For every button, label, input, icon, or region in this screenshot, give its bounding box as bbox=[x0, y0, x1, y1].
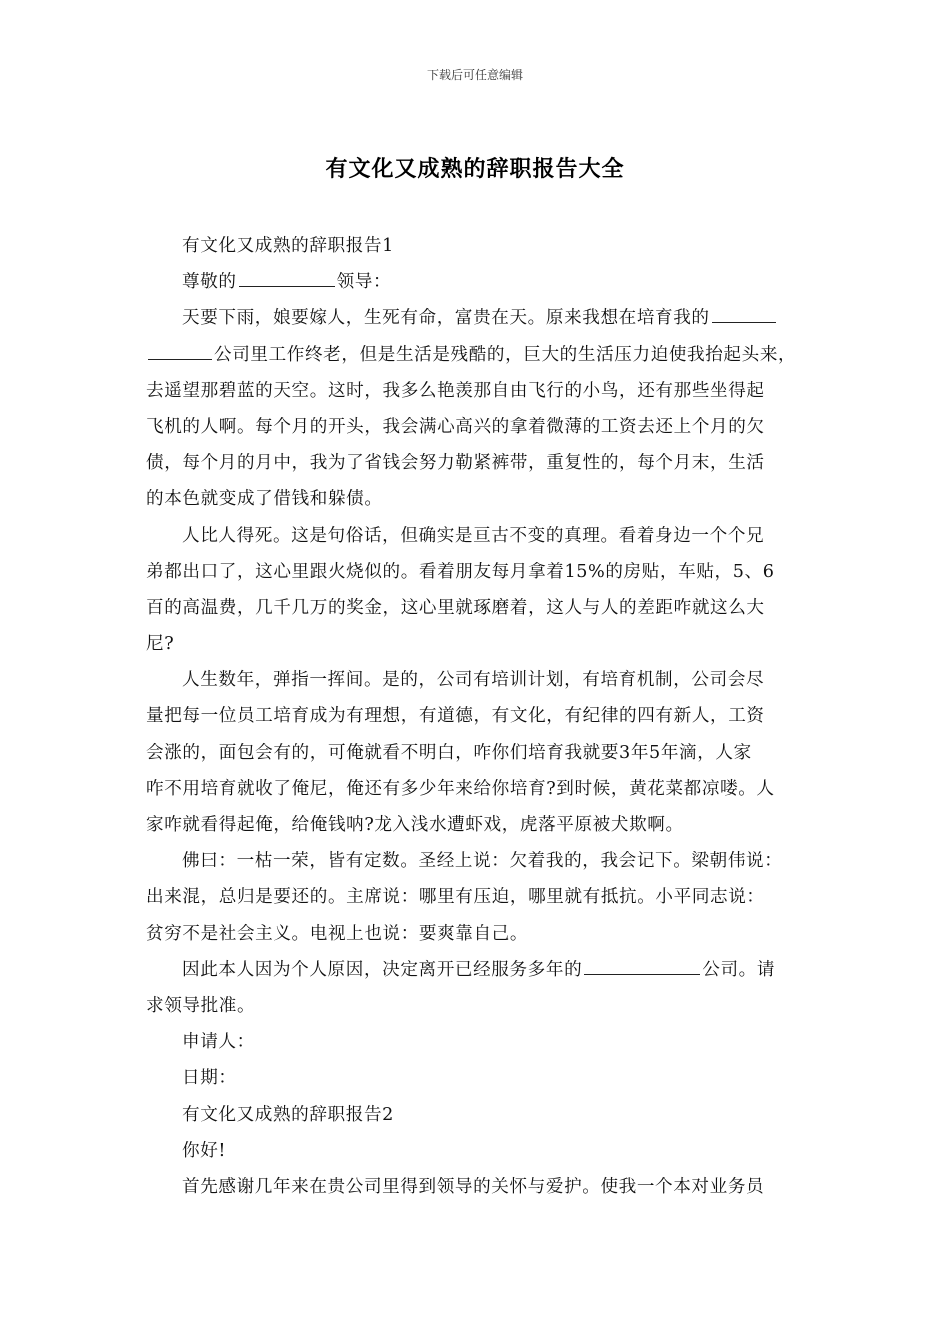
paragraph-line bbox=[146, 300, 814, 336]
paragraph-line: 人比人得死。这是句俗话，但确实是亘古不变的真理。看着身边一个个兄 bbox=[182, 525, 765, 546]
paragraph-line: 首先感谢几年来在贵公司里得到领导的关怀与爱护。使我一个本对业务员 bbox=[182, 1176, 765, 1197]
paragraph-line: 佛曰：一枯一荣，皆有定数。圣经上说：欠着我的，我会记下。梁朝伟说： bbox=[182, 851, 783, 872]
document-title: 有文化又成熟的辞职报告大全 bbox=[325, 156, 625, 182]
paragraph-text: 天要下雨，娘要嫁人，生死有命，富贵在天。原来我想在培育我的 bbox=[182, 308, 710, 329]
paragraph-line: 去遥望那碧蓝的天空。这时，我多么艳羡那自由飞行的小鸟，还有那些坐得起 bbox=[146, 380, 765, 401]
blank-field-company-name bbox=[584, 954, 700, 975]
greeting-line: 你好! bbox=[182, 1140, 227, 1161]
header-note: 下载后可任意编辑 bbox=[426, 68, 523, 82]
paragraph-line: 尼? bbox=[146, 634, 175, 655]
paragraph-line: 咋不用培育就收了俺尼，俺还有多少年来给你培育?到时候，黄花菜都凉喽。人 bbox=[146, 778, 775, 799]
date-line: 日期： bbox=[182, 1068, 237, 1089]
section-heading-2: 有文化又成熟的辞职报告2 bbox=[182, 1104, 394, 1125]
document-body bbox=[146, 228, 814, 1205]
paragraph-line bbox=[146, 337, 814, 373]
paragraph-text: 公司里工作终老，但是生活是残酷的，巨大的生活压力迫使我抬起头来， bbox=[214, 344, 797, 365]
paragraph-line: 百的高温费，几千几万的奖金，这心里就琢磨着，这人与人的差距咋就这么大 bbox=[146, 597, 765, 618]
paragraph-line: 会涨的，面包会有的，可俺就看不明白，咋你们培育我就要3年5年滴，人家 bbox=[146, 742, 752, 763]
paragraph-text: 公司。请 bbox=[702, 959, 776, 980]
blank-field-company-cont bbox=[148, 339, 212, 360]
salutation-line bbox=[146, 264, 814, 300]
paragraph-line: 飞机的人啊。每个月的开头，我会满心高兴的拿着微薄的工资去还上个月的欠 bbox=[146, 416, 765, 437]
paragraph-text: 因此本人因为个人原因，决定离开已经服务多年的 bbox=[182, 959, 583, 980]
paragraph-line: 贫穷不是社会主义。电视上也说：要爽靠自己。 bbox=[146, 923, 529, 944]
paragraph-line: 出来混，总归是要还的。主席说：哪里有压迫，哪里就有抵抗。小平同志说： bbox=[146, 887, 765, 908]
salutation-suffix: 领导： bbox=[336, 272, 392, 293]
salutation-prefix: 尊敬的 bbox=[182, 272, 237, 293]
paragraph-line: 量把每一位员工培育成为有理想，有道德，有文化，有纪律的四有新人，工资 bbox=[146, 706, 765, 727]
blank-field-recipient bbox=[239, 266, 335, 287]
section-heading-1: 有文化又成熟的辞职报告1 bbox=[182, 236, 394, 256]
paragraph-line bbox=[146, 952, 814, 988]
paragraph-line: 债，每个月的月中，我为了省钱会努力勒紧裤带，重复性的，每个月末，生活 bbox=[146, 453, 765, 474]
paragraph-line: 家咋就看得起俺，给俺钱呐?龙入浅水遭虾戏，虎落平原被犬欺啊。 bbox=[146, 815, 684, 835]
paragraph-line: 人生数年，弹指一挥间。是的，公司有培训计划，有培育机制，公司会尽 bbox=[182, 670, 765, 691]
paragraph-line: 求领导批准。 bbox=[146, 995, 256, 1016]
applicant-line: 申请人： bbox=[182, 1032, 255, 1053]
paragraph-line: 的本色就变成了借钱和躲债。 bbox=[146, 489, 383, 510]
paragraph-line: 弟都出口了，这心里跟火烧似的。看着朋友每月拿着15%的房贴，车贴，5、6 bbox=[146, 561, 775, 582]
blank-field-company bbox=[712, 302, 776, 323]
